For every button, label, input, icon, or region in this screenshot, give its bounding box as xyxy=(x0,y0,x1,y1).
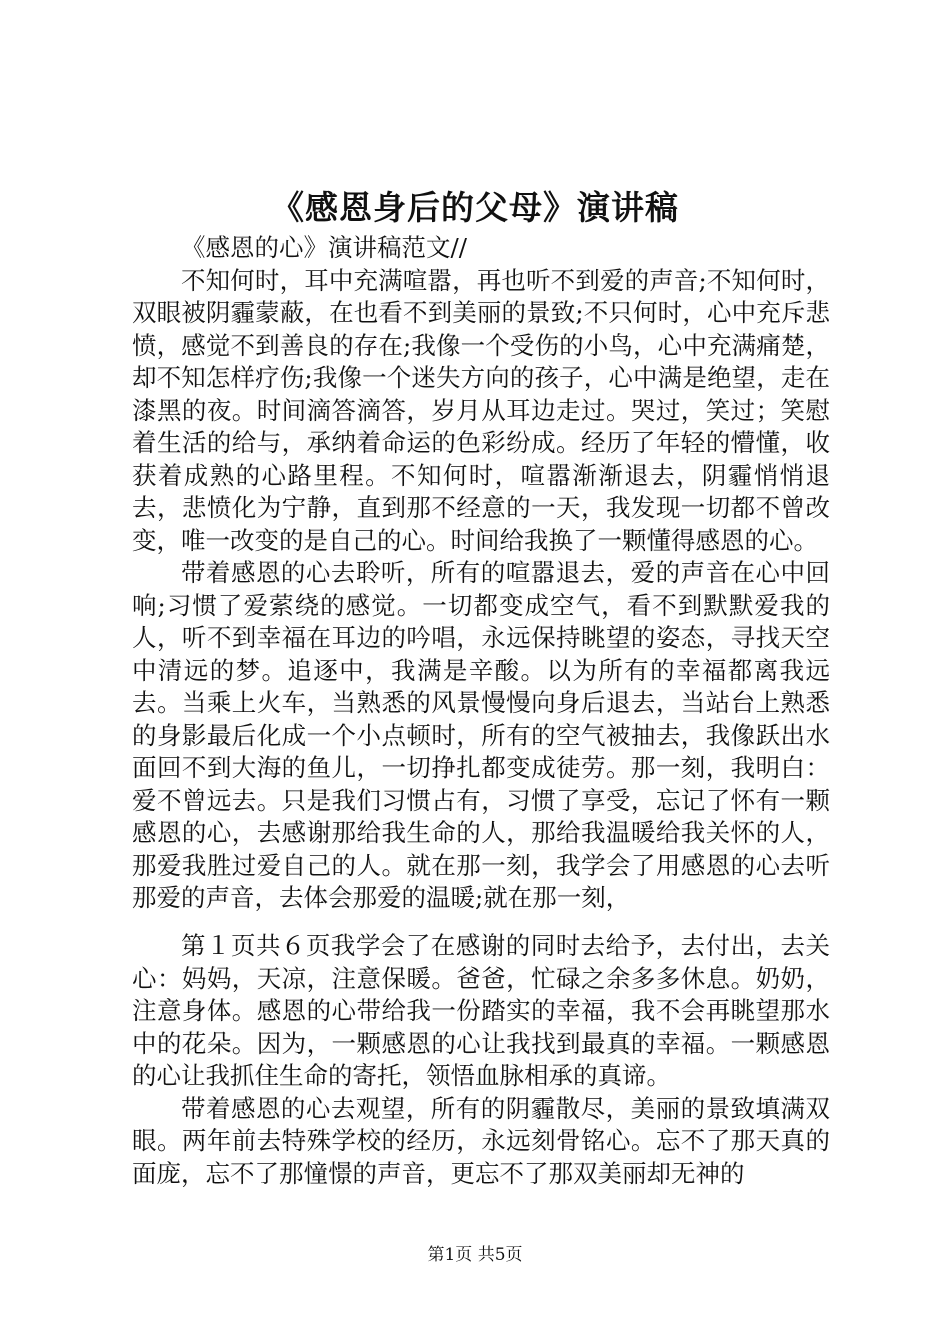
paragraph: 不知何时，耳中充满喧嚣，再也听不到爱的声音;不知何时，双眼被阴霾蒙蔽，在也看不到美丽的景致;不只何时，心中充斥悲愤，感觉不到善良的存在;我像一个受伤的小鸟，心中充满痛楚，却不知怎样疗伤;我像一个迷失方向的孩子，心中满是绝望，走在漆黑的夜。时间滴答滴答，岁月从耳边走过。哭过，笑过；笑慰着生活的给与，承纳着命运的色彩纷成。经历了年轻的懵懂，收获着成熟的心路里程。不知何时，喧嚣渐渐退去，阴霾悄悄退去，悲愤化为宁静，直到那不经意的一天，我发现一切都不曾改变，唯一改变的是自己的心。时间给我换了一颗懂得感恩的心。 xyxy=(132,265,830,555)
paragraph: 第１页共６页我学会了在感谢的同时去给予，去付出，去关心：妈妈，天凉，注意保暖。爸爸，忙碌之余多多休息。奶奶，注意身体。感恩的心带给我一份踏实的幸福，我不会再眺望那水中的花朵。因为，一颗感恩的心让我找到最真的幸福。一颗感恩的心让我抓住生命的寄托，领悟血脉相承的真谛。 xyxy=(132,931,830,1090)
body-section-2 xyxy=(132,930,830,1190)
body-section-1 xyxy=(132,232,830,915)
page-footer: 第1页 共5页 xyxy=(427,1245,523,1265)
paragraph: 带着感恩的心去观望，所有的阴霾散尽，美丽的景致填满双眼。两年前去特殊学校的经历，永远刻骨铭心。忘不了那天真的面庞，忘不了那憧憬的声音，更忘不了那双美丽却无神的 xyxy=(132,1093,830,1188)
document-title: 《感恩身后的父母》演讲稿 xyxy=(271,188,679,227)
subtitle-line: 《感恩的心》演讲稿范文// xyxy=(181,233,468,262)
paragraph: 带着感恩的心去聆听，所有的喧嚣退去，爱的声音在心中回响;习惯了爱萦绕的感觉。一切都变成空气，看不到默默爱我的人，听不到幸福在耳边的吟唱，永远保持眺望的姿态，寻找天空中清远的梦。追逐中，我满是辛酸。以为所有的幸福都离我远去。当乘上火车，当熟悉的风景慢慢向身后退去，当站台上熟悉的身影最后化成一个小点顿时，所有的空气被抽去，我像跃出水面回不到大海的鱼儿，一切挣扎都变成徒劳。那一刻，我明白：爱不曾远去。只是我们习惯占有，习惯了享受，忘记了怀有一颗感恩的心，去感谢那给我生命的人，那给我温暖给我关怀的人，那爱我胜过爱自己的人。就在那一刻，我学会了用感恩的心去听那爱的声音，去体会那爱的温暖;就在那一刻， xyxy=(132,558,830,912)
